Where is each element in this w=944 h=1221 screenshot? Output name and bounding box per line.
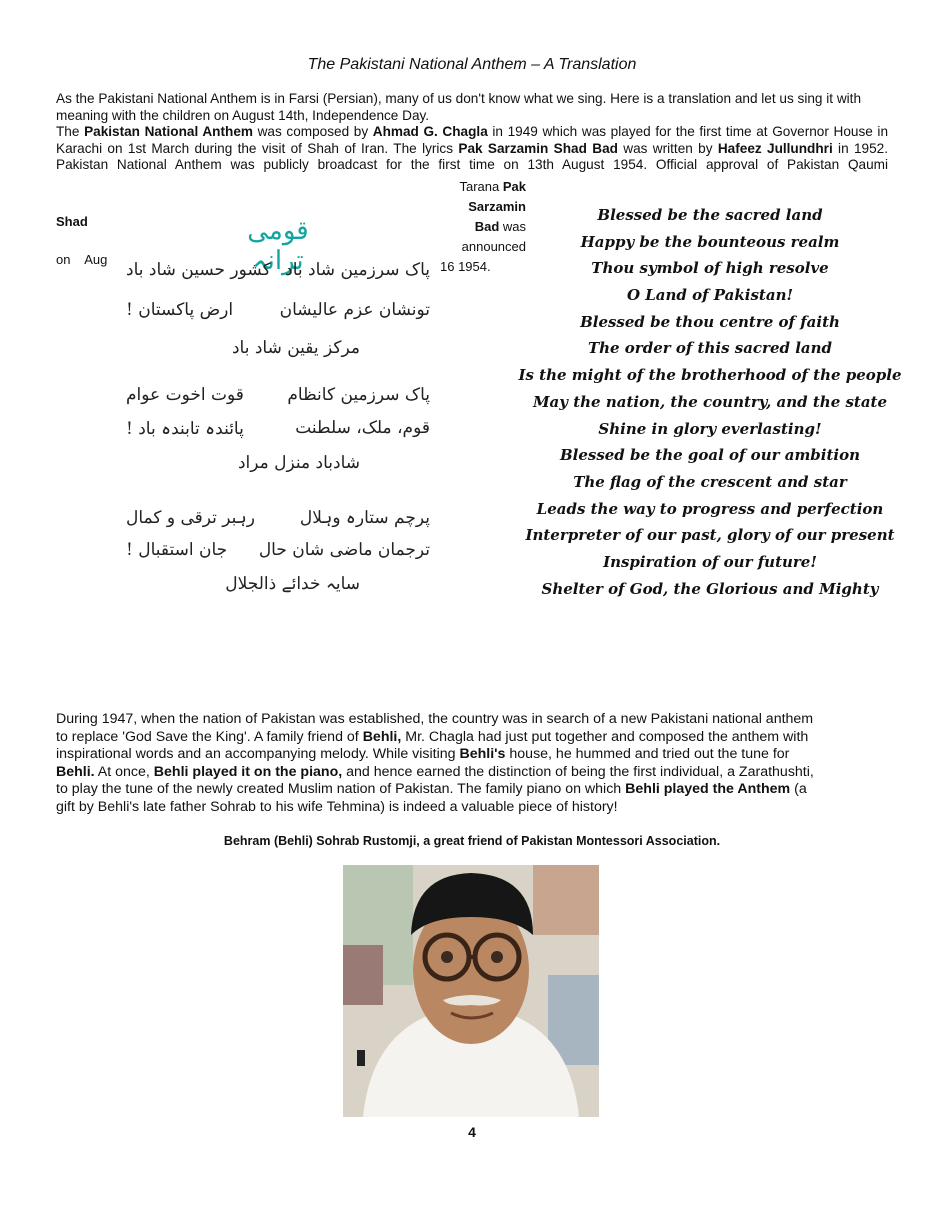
history-line-1: The Pakistan National Anthem was composed by Ahmad G. Chagla in 1949 which was played for the first time at Governor House in <box>56 124 889 139</box>
translation-line: Blessed be thou centre of faith <box>580 312 840 331</box>
wrap-shad: Shad <box>56 214 88 229</box>
portrait-photo <box>343 865 599 1117</box>
intro-line-1: As the Pakistani National Anthem is in Farsi (Persian), many of us don't know what we sing. Here is a translation and let us sing it with <box>56 91 862 106</box>
translation-column <box>500 202 920 602</box>
story-line-3: inspirational words and an accompanying melody. While visiting Behli's house, he hummed and tried out the tune for <box>56 746 790 763</box>
translation-line: Is the might of the brotherhood of the people <box>518 366 902 385</box>
urdu-anthem-block <box>110 255 440 595</box>
intro-line-2: meaning with the children on August 14th, Independence Day. <box>56 107 430 123</box>
urdu-line: سایہ خدائے ذالجلال <box>225 574 360 594</box>
urdu-line: مرکز یقین شاد باد <box>231 338 360 358</box>
story-line-5: to play the tune of the newly created Muslim nation of Pakistan. The family piano on which Behli played the Anthem (a <box>56 781 807 798</box>
translation-line: Shine in glory everlasting! <box>598 419 822 438</box>
translation-line: Thou symbol of high resolve <box>591 259 829 278</box>
wrap-date: 16 1954. <box>440 259 491 274</box>
story-line-1: During 1947, when the nation of Pakistan was established, the country was in search of a new Pakistani national anthem <box>56 711 814 727</box>
translation-line: Leads the way to progress and perfection <box>536 499 884 518</box>
translation-line: The order of this sacred land <box>587 339 833 358</box>
urdu-line: پاک سرزمین کانظام قوت اخوت عوام <box>126 385 430 405</box>
translation-line: Interpreter of our past, glory of our present <box>525 526 895 545</box>
page-title: The Pakistani National Anthem – A Translation <box>307 56 637 73</box>
wrap-on-aug: on Aug <box>56 252 108 267</box>
history-line-3: Pakistan National Anthem was publicly broadcast for the first time on 13th August 1954. Official approval of Pakistan Qaumi <box>56 157 888 172</box>
urdu-line: ترجمان ماضی شان حال جان استقبال ! <box>126 540 430 560</box>
story-line-6: gift by Behli's late father Sohrab to his wife Tehmina) is indeed a valuable piece of history! <box>56 798 618 815</box>
intro-paragraph <box>56 91 888 124</box>
story-paragraph <box>56 711 888 817</box>
translation-line: May the nation, the country, and the state <box>532 392 888 411</box>
history-line-2: Karachi on 1st March during the visit of Shah of Iran. The lyrics Pak Sarzamin Shad Bad was written by Hafeez Jullundhri in 1952. <box>56 140 888 156</box>
urdu-line: پاک سرزمین شاد باد کشور حسین شاد باد <box>126 260 430 280</box>
translation-line: Blessed be the goal of our ambition <box>559 446 861 465</box>
urdu-line: شادباد منزل مراد <box>237 453 360 473</box>
translation-line: The flag of the crescent and star <box>573 472 847 491</box>
urdu-line: قوم، ملک، سلطنت پائندہ تابندہ باد ! <box>126 418 430 439</box>
urdu-line: پرچم ستارہ وہلال رہبر ترقی و کمال <box>126 508 430 528</box>
wrap-tarana: Tarana Pak <box>459 179 526 194</box>
urdu-heading: قومی ترانہ <box>247 216 309 276</box>
wrap-bad: Bad was <box>474 219 526 234</box>
translation-line: Happy be the bounteous realm <box>580 232 840 251</box>
story-line-2: to replace 'God Save the King'. A family friend of Behli, Mr. Chagla had just put together and composed the anthem with <box>56 728 809 745</box>
portrait-illustration <box>343 865 599 1117</box>
wrap-announced: announced <box>461 239 526 254</box>
page-number: 4 <box>468 1124 476 1140</box>
translation-line: Inspiration of our future! <box>603 552 817 571</box>
story-line-4: Behli. At once, Behli played it on the piano, and hence earned the distinction of being the first individual, a Zarathushti, <box>56 763 814 780</box>
history-paragraph <box>56 124 888 174</box>
translation-line: Blessed be the sacred land <box>597 206 823 224</box>
wrap-sarzamin: Sarzamin <box>468 199 526 214</box>
translation-line: Shelter of God, the Glorious and Mighty <box>541 579 879 598</box>
urdu-line: تونشان عزم عالیشان ارض پاکستان ! <box>126 300 430 320</box>
translation-line: O Land of Pakistan! <box>626 286 794 305</box>
photo-caption: Behram (Behli) Sohrab Rustomji, a great friend of Pakistan Montessori Association. <box>223 834 721 848</box>
